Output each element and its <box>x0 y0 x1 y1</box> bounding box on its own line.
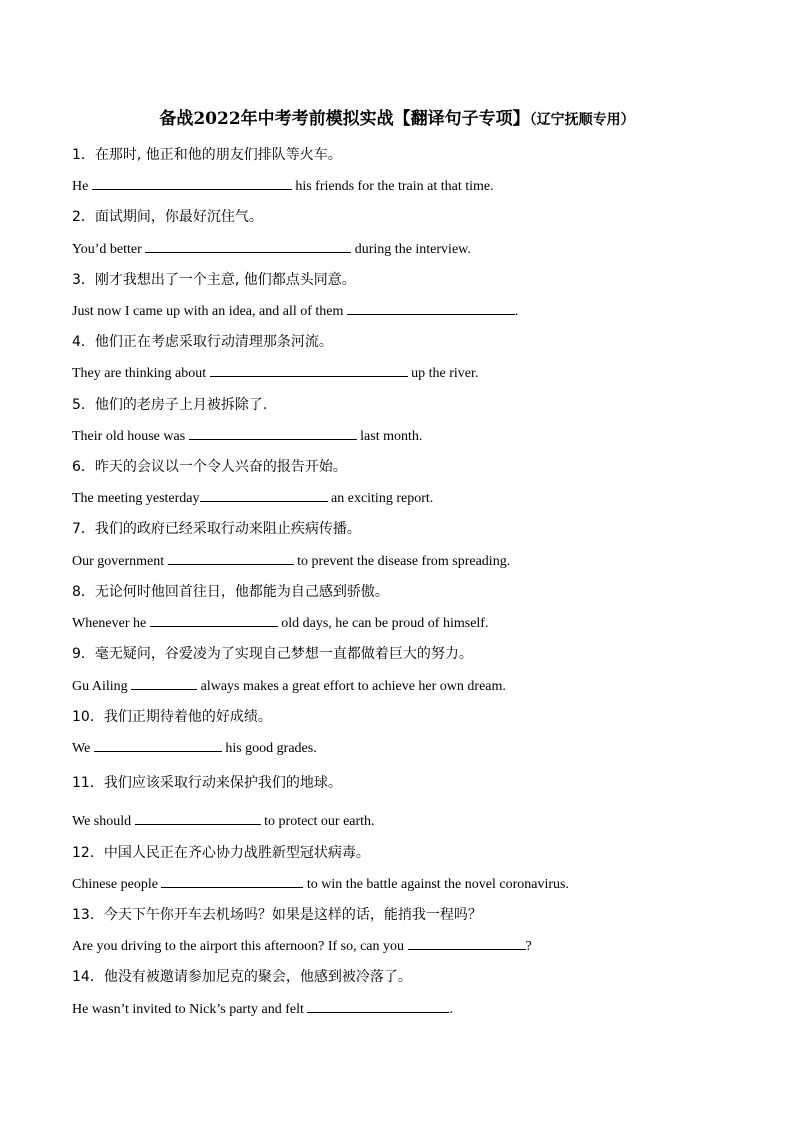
question-14-chinese: 14．他没有被邀请参加尼克的聚会，他感到被冷落了。 <box>72 969 412 985</box>
answer-blank-7[interactable] <box>168 551 294 565</box>
question-3-chinese: 3．刚才我想出了一个主意, 他们都点头同意。 <box>72 272 356 288</box>
question-5-chinese: 5．他们的老房子上月被拆除了. <box>72 397 268 413</box>
question-12-chinese: 12．中国人民正在齐心协力战胜新型冠状病毒。 <box>72 845 370 861</box>
question-6-english: The meeting yesterday an exciting report. <box>72 488 762 507</box>
answer-blank-9[interactable] <box>131 676 197 690</box>
question-6-chinese: 6．昨天的会议以一个令人兴奋的报告开始。 <box>72 459 347 475</box>
question-1-chinese: 1．在那时, 他正和他的朋友们排队等火车。 <box>72 147 342 163</box>
answer-blank-3[interactable] <box>347 301 515 315</box>
question-8-english: Whenever he old days, he can be proud of himself. <box>72 613 762 632</box>
question-7-chinese: 7．我们的政府已经采取行动来阻止疾病传播。 <box>72 521 361 537</box>
answer-blank-8[interactable] <box>150 613 278 627</box>
question-7-english: Our government to prevent the disease from spreading. <box>72 551 762 570</box>
answer-blank-11[interactable] <box>135 811 261 825</box>
answer-blank-13[interactable] <box>408 936 526 950</box>
answer-blank-14[interactable] <box>307 999 449 1013</box>
answer-blank-10[interactable] <box>94 738 222 752</box>
answer-blank-2[interactable] <box>145 239 351 253</box>
title-sub: （辽宁抚顺专用） <box>529 112 635 128</box>
question-11-chinese: 11．我们应该采取行动来保护我们的地球。 <box>72 775 342 791</box>
question-5-english: Their old house was last month. <box>72 426 762 445</box>
question-2-chinese: 2．面试期间，你最好沉住气。 <box>72 209 263 225</box>
question-13-english: Are you driving to the airport this afternoon? If so, can you ? <box>72 936 762 955</box>
question-2-english: You’d better during the interview. <box>72 239 762 258</box>
answer-blank-12[interactable] <box>161 874 303 888</box>
question-14-english: He wasn’t invited to Nick’s party and felt . <box>72 999 762 1018</box>
answer-blank-6[interactable] <box>200 488 328 502</box>
question-12-english: Chinese people to win the battle against the novel coronavirus. <box>72 874 762 893</box>
question-3-english: Just now I came up with an idea, and all of them . <box>72 301 762 320</box>
answer-blank-1[interactable] <box>92 176 292 190</box>
title-main: 备战2022年中考考前模拟实战【翻译句子专项】 <box>159 109 530 129</box>
page-title <box>0 104 794 129</box>
question-13-chinese: 13．今天下午你开车去机场吗？如果是这样的话，能捎我一程吗？ <box>72 907 482 923</box>
question-10-chinese: 10．我们正期待着他的好成绩。 <box>72 709 272 725</box>
question-11-english: We should to protect our earth. <box>72 811 762 830</box>
question-9-english: Gu Ailing always makes a great effort to achieve her own dream. <box>72 676 762 695</box>
question-9-chinese: 9．毫无疑问，谷爱凌为了实现自己梦想一直都做着巨大的努力。 <box>72 646 473 662</box>
question-4-chinese: 4．他们正在考虑采取行动清理那条河流。 <box>72 334 333 350</box>
question-10-english: We his good grades. <box>72 738 762 757</box>
question-8-chinese: 8．无论何时他回首往日，他都能为自己感到骄傲。 <box>72 584 389 600</box>
answer-blank-4[interactable] <box>210 363 408 377</box>
answer-blank-5[interactable] <box>189 426 357 440</box>
question-1-english: He his friends for the train at that time. <box>72 176 762 195</box>
question-4-english: They are thinking about up the river. <box>72 363 762 382</box>
